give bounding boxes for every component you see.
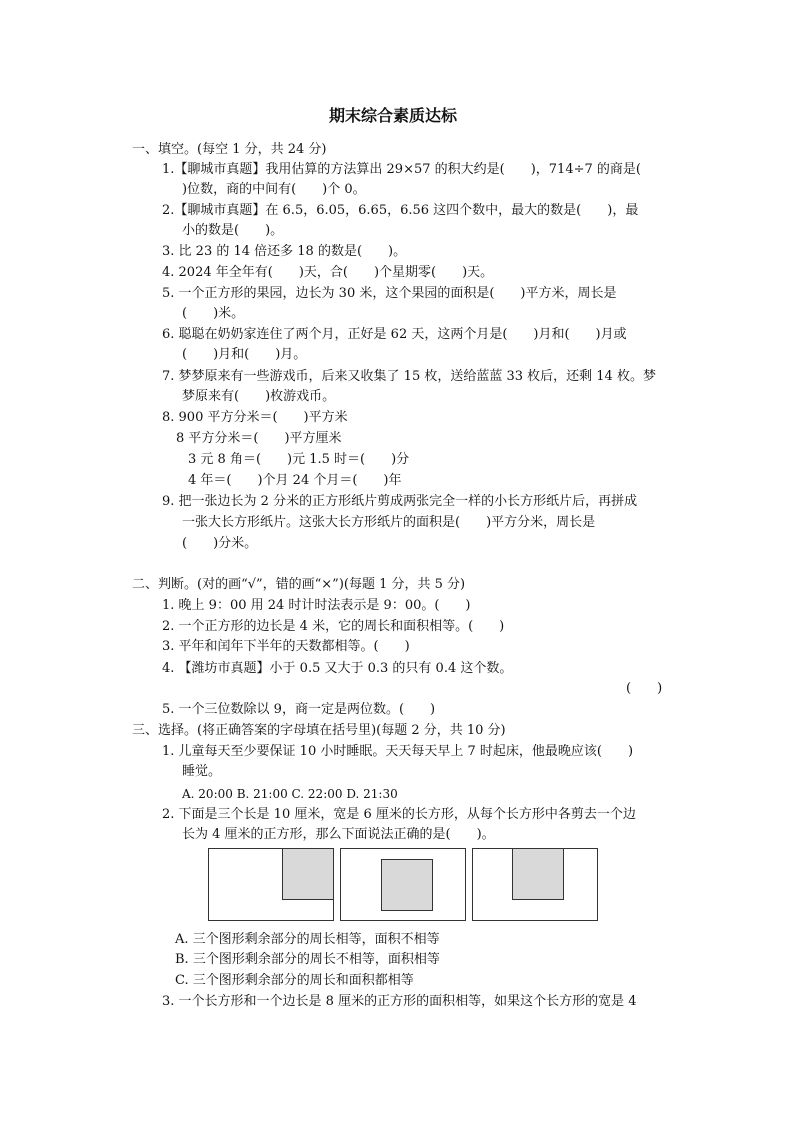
question-text: 5. 一个正方形的果园，边长为 30 米，这个果园的面积是( )平方米，周长是 xyxy=(162,286,617,301)
question-text: 1. 晚上 9：00 用 24 时计时法表示是 9：00。( ) xyxy=(162,598,471,613)
choice-option-c: C. 三个图形剩余部分的周长和面积都相等 xyxy=(175,973,414,988)
question-text: 3. 平年和闰年下半年的天数都相等。( ) xyxy=(162,639,410,654)
rectangle-figure-a xyxy=(208,848,334,921)
question-text: 一张大长方形纸片。这张大长方形纸片的面积是( )平方分米，周长是 xyxy=(182,515,596,530)
question-text: 2. 一个正方形的边长是 4 米，它的周长和面积相等。( ) xyxy=(162,619,505,634)
choice-option-b: B. 三个图形剩余部分的周长不相等，面积相等 xyxy=(175,952,440,967)
question-text: 4 年＝( )个月 24 个月＝( )年 xyxy=(188,473,402,488)
rectangle-figure-c xyxy=(472,848,598,921)
question-text: 睡觉。 xyxy=(182,764,222,779)
question-text: 7. 梦梦原来有一些游戏币，后来又收集了 15 枚，送给蓝蓝 33 枚后，还剩 14 枚。梦 xyxy=(162,369,656,384)
section-heading-multiple-choice: 三、选择。(将正确答案的字母填在括号里)(每题 2 分，共 10 分) xyxy=(132,723,506,738)
question-text: 1.【聊城市真题】我用估算的方法算出 29×57 的积大约是( )，714÷7 的商是( xyxy=(162,162,641,177)
question-text: 4. 2024 年全年有( )天，合( )个星期零( )天。 xyxy=(162,265,494,280)
question-text: 3. 一个长方形和一个边长是 8 厘米的正方形的面积相等，如果这个长方形的宽是 4 xyxy=(162,994,637,1009)
question-text: )位数，商的中间有( )个 0。 xyxy=(182,182,366,197)
choice-option-a: A. 三个图形剩余部分的周长相等，面积不相等 xyxy=(175,932,440,947)
question-text: 8. 900 平方分米＝( )平方米 xyxy=(162,410,348,425)
question-text: 5. 一个三位数除以 9，商一定是两位数。( ) xyxy=(162,702,436,717)
question-text: 9. 把一张边长为 2 分米的正方形纸片剪成两张完全一样的小长方形纸片后，再拼成 xyxy=(162,494,638,509)
question-text: 3 元 8 角＝( )元 1.5 时＝( )分 xyxy=(188,452,410,467)
question-text: 小的数是( )。 xyxy=(182,223,284,238)
question-text: 8 平方分米＝( )平方厘米 xyxy=(176,431,342,446)
question-text: 梦原来有( )枚游戏币。 xyxy=(182,389,336,404)
question-text: ( )米。 xyxy=(182,306,245,321)
cut-square-a xyxy=(282,848,334,900)
page-title: 期末综合素质达标 xyxy=(329,106,458,125)
cut-square-b xyxy=(381,859,433,911)
question-text: ( )月和( )月。 xyxy=(182,347,307,362)
question-text: 6. 聪聪在奶奶家连住了两个月，正好是 62 天，这两个月是( )月和( )月或 xyxy=(162,327,627,342)
question-text: 1. 儿童每天至少要保证 10 小时睡眠。天天每天早上 7 时起床，他最晚应该( ) xyxy=(162,744,634,759)
question-text: 长为 4 厘米的正方形，那么下面说法正确的是( )。 xyxy=(182,827,495,842)
question-text: ( )分米。 xyxy=(182,536,258,551)
cut-square-c xyxy=(512,848,564,900)
question-text: 2. 下面是三个长是 10 厘米，宽是 6 厘米的长方形，从每个长方形中各剪去一个边 xyxy=(162,807,636,822)
question-text: 3. 比 23 的 14 倍还多 18 的数是( )。 xyxy=(162,244,407,259)
answer-paren: ( ) xyxy=(626,681,663,696)
choice-options: A. 20:00 B. 21:00 C. 22:00 D. 21:30 xyxy=(182,787,398,801)
question-text: 2.【聊城市真题】在 6.5，6.05，6.65，6.56 这四个数中，最大的数是( )，最 xyxy=(162,203,639,218)
section-heading-true-false: 二、判断。(对的画“√”，错的画“×”)(每题 1 分，共 5 分) xyxy=(132,577,466,592)
section-heading-fill-in: 一、填空。(每空 1 分，共 24 分) xyxy=(132,142,327,157)
rectangle-figure-b xyxy=(340,848,466,921)
question-text: 4. 【潍坊市真题】小于 0.5 又大于 0.3 的只有 0.4 这个数。 xyxy=(162,661,513,676)
